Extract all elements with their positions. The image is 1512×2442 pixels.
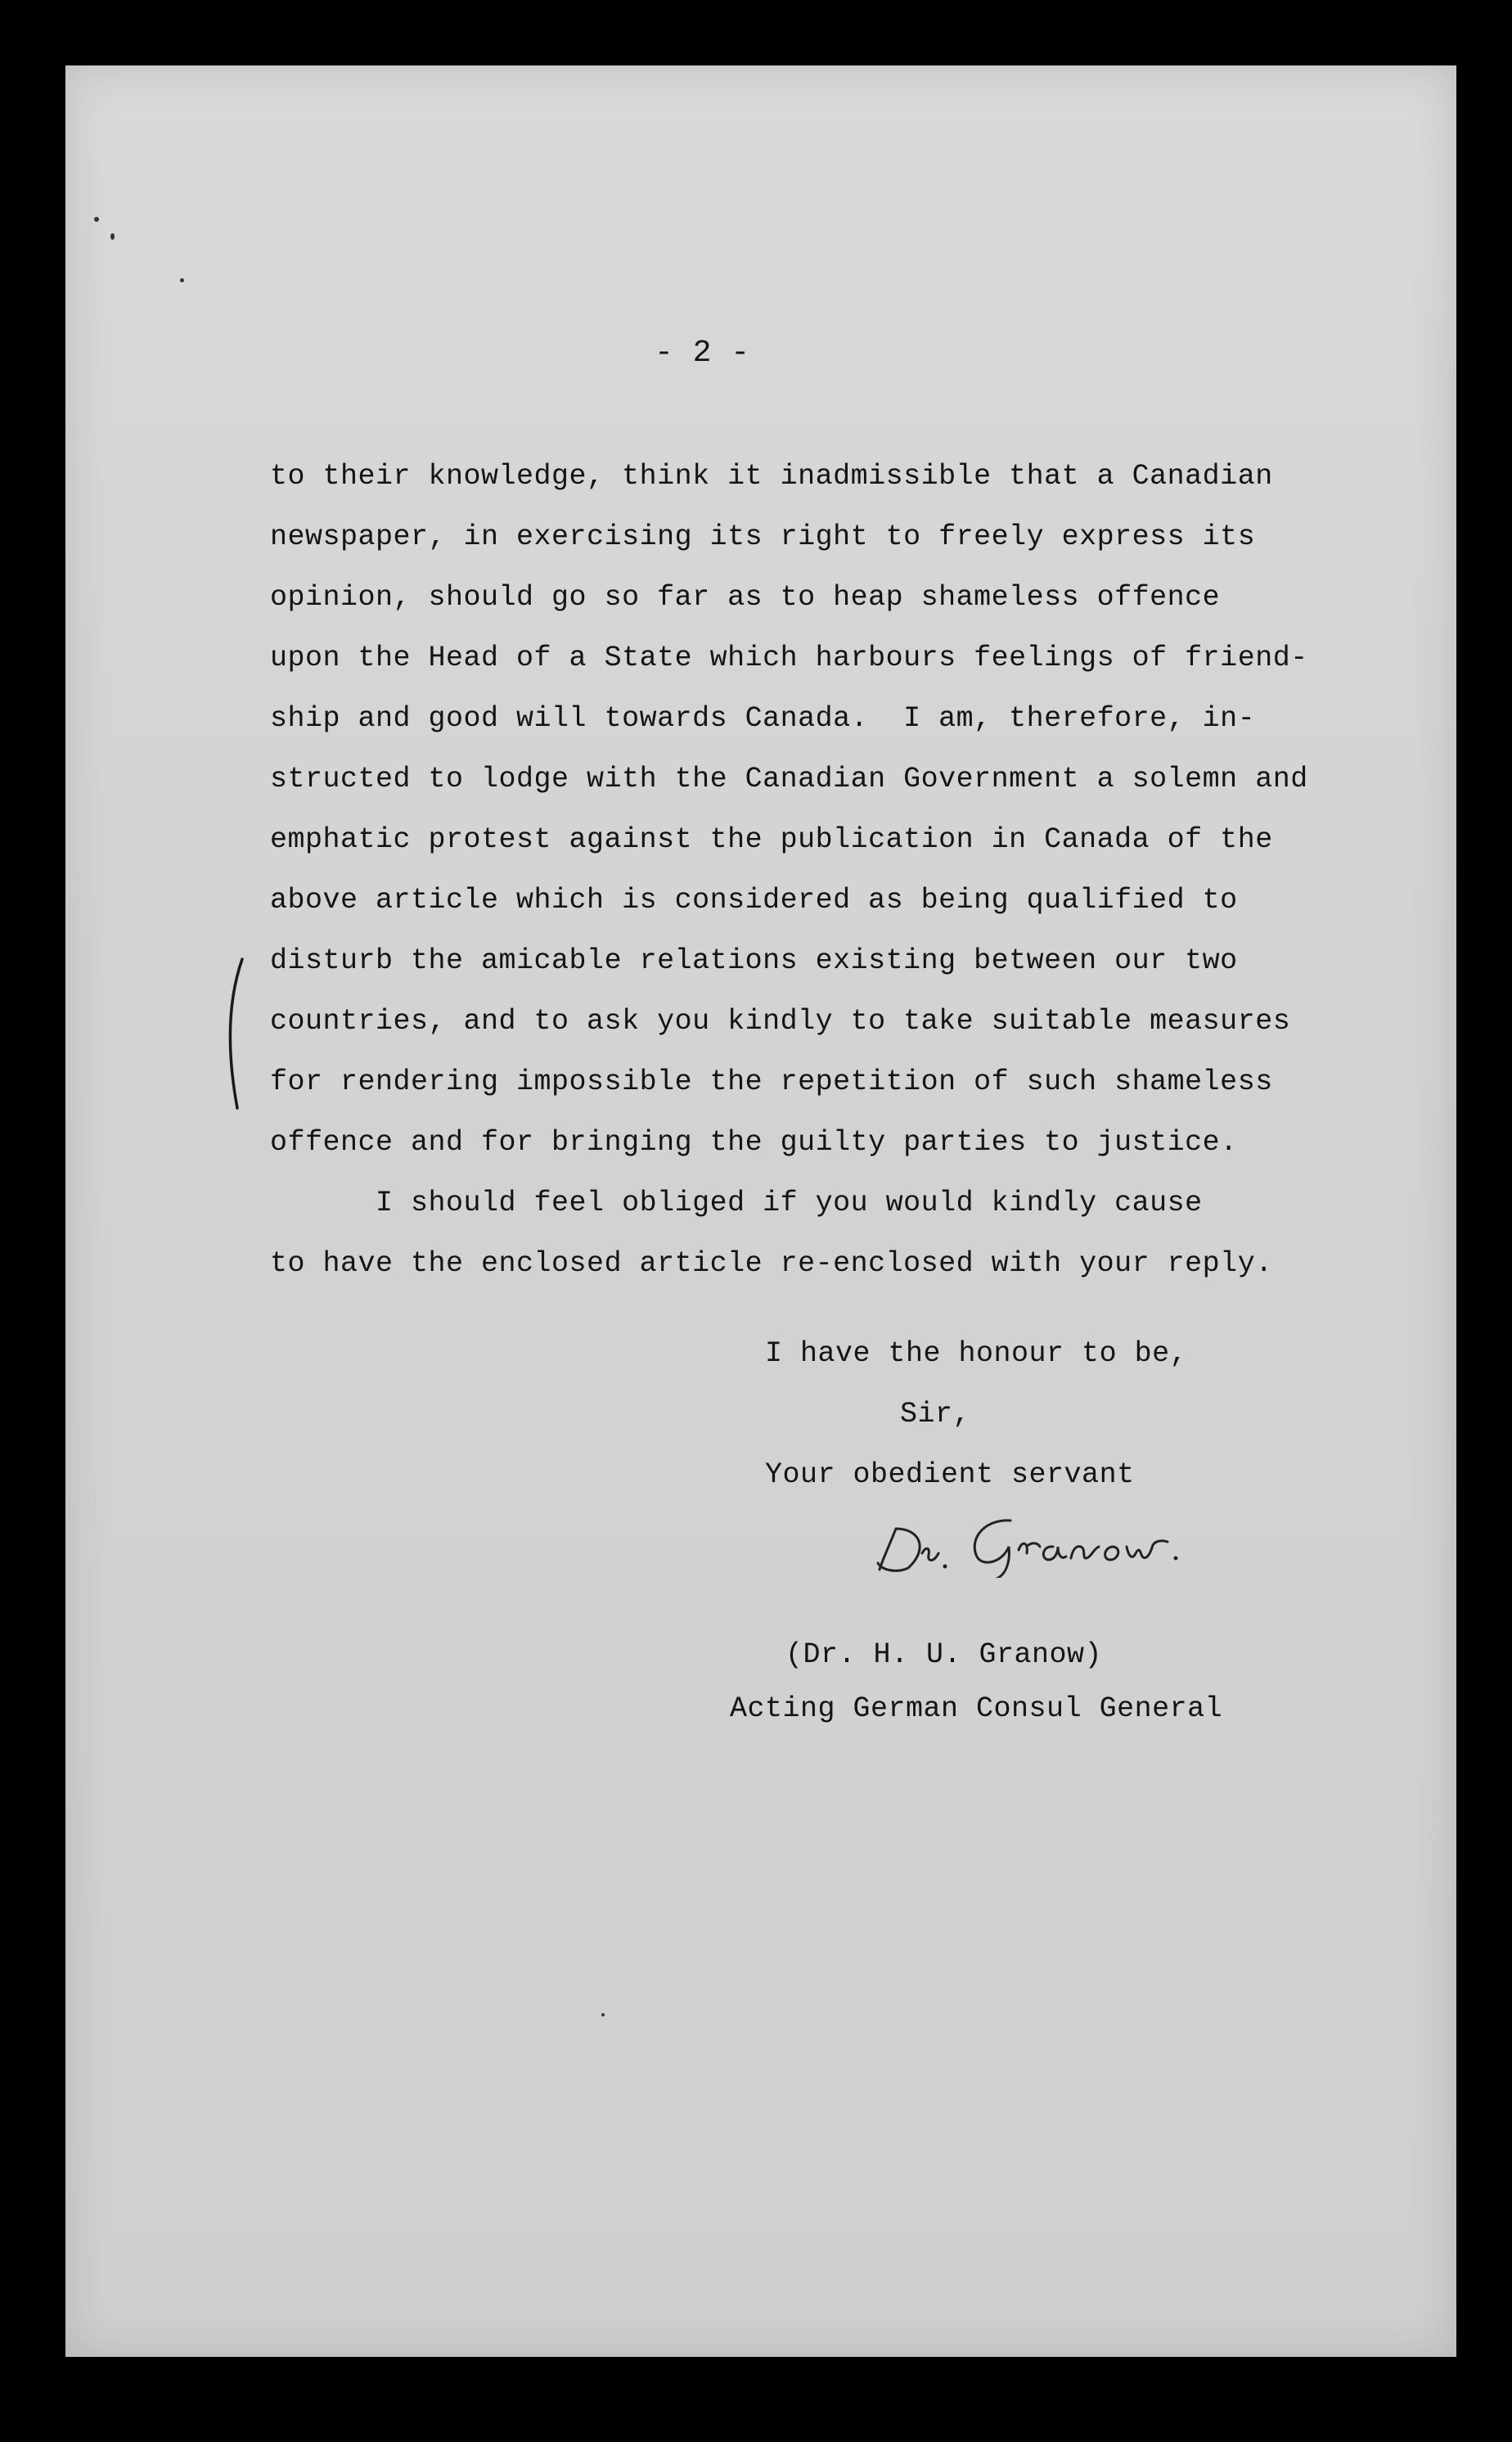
- closing-salutation: I have the honour to be,: [765, 1337, 1188, 1370]
- paper-speck: [110, 233, 115, 240]
- page-number: - 2 -: [655, 336, 750, 371]
- margin-bracket-mark: [219, 956, 252, 1111]
- document-page: [65, 65, 1456, 2357]
- closing-servant: Your obedient servant: [765, 1458, 1135, 1491]
- paper-speck: [94, 217, 99, 222]
- signer-title: Acting German Consul General: [730, 1692, 1223, 1725]
- body-line: I should feel obliged if you would kindly cause: [270, 1187, 1203, 1219]
- body-line: structed to lodge with the Canadian Government a solemn and: [270, 763, 1308, 795]
- body-line: above article which is considered as being qualified to: [270, 884, 1238, 917]
- body-line: ship and good will towards Canada. I am, therefore, in-: [270, 702, 1256, 735]
- body-line: disturb the amicable relations existing between our two: [270, 944, 1238, 977]
- body-line: newspaper, in exercising its right to freely express its: [270, 520, 1256, 553]
- body-line: for rendering impossible the repetition of such shameless: [270, 1066, 1273, 1098]
- closing-sir: Sir,: [900, 1398, 971, 1431]
- body-line: offence and for bringing the guilty parties to justice.: [270, 1126, 1238, 1159]
- body-line: countries, and to ask you kindly to take suitable measures: [270, 1005, 1291, 1038]
- body-line: opinion, should go so far as to heap shameless offence: [270, 581, 1221, 614]
- body-line: to their knowledge, think it inadmissible that a Canadian: [270, 460, 1273, 493]
- signer-name: (Dr. H. U. Granow): [785, 1638, 1103, 1671]
- body-line: emphatic protest against the publication in Canada of the: [270, 823, 1273, 856]
- handwritten-signature: [871, 1504, 1215, 1578]
- body-line: upon the Head of a State which harbours feelings of friend-: [270, 642, 1308, 674]
- paper-speck: [180, 278, 184, 282]
- paper-speck: [601, 2013, 605, 2016]
- body-line: to have the enclosed article re-enclosed with your reply.: [270, 1247, 1273, 1280]
